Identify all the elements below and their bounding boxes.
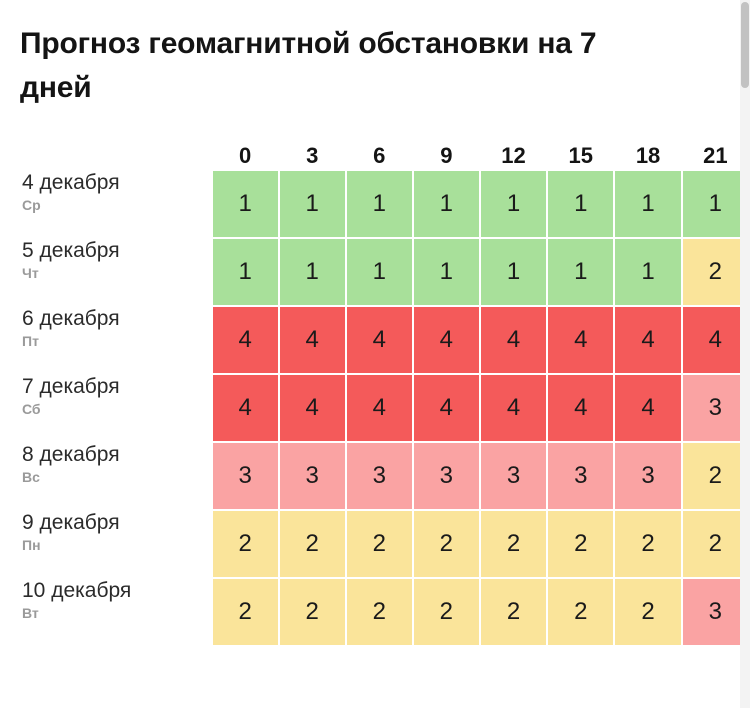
forecast-table-wrapper [0,137,750,647]
kp-cell: 4 [615,307,680,373]
page-scrollbar[interactable] [740,0,750,708]
table-row [22,171,748,237]
kp-index-table [20,137,750,647]
kp-cell: 4 [280,375,345,441]
kp-cell: 2 [615,579,680,645]
day-weekday-label: Ср [22,196,41,213]
day-weekday-label: Вт [22,604,39,621]
table-body [22,171,748,645]
kp-cell: 2 [280,511,345,577]
table-corner-cell [22,139,211,169]
day-label-cell [22,579,211,645]
kp-cell: 4 [414,375,479,441]
hour-header-9: 9 [440,143,453,168]
day-label-cell [22,239,211,305]
day-label-cell [22,171,211,237]
day-weekday-label: Сб [22,400,41,417]
kp-cell: 1 [213,239,278,305]
kp-cell: 3 [683,375,748,441]
hour-header-15: 15 [568,143,594,168]
kp-cell: 4 [280,307,345,373]
table-header-row [22,139,748,169]
kp-cell: 2 [683,443,748,509]
day-weekday-label: Чт [22,264,39,281]
kp-cell: 2 [280,579,345,645]
kp-cell: 2 [414,579,479,645]
hour-header-12: 12 [501,143,526,168]
table-row [22,307,748,373]
kp-cell: 4 [548,307,613,373]
hour-header-6: 6 [373,143,386,168]
kp-cell: 1 [683,171,748,237]
hour-header-0: 0 [238,143,252,168]
kp-cell: 2 [481,511,546,577]
kp-cell: 1 [347,171,412,237]
day-weekday-label: Пт [22,332,39,349]
kp-cell: 2 [683,511,748,577]
kp-cell: 1 [548,171,613,237]
scrollbar-thumb[interactable] [741,2,749,88]
table-row [22,443,748,509]
kp-cell: 2 [213,579,278,645]
kp-cell: 1 [481,171,546,237]
kp-cell: 1 [347,239,412,305]
kp-cell: 2 [347,511,412,577]
kp-cell: 2 [213,511,278,577]
kp-cell: 2 [414,511,479,577]
kp-cell: 1 [414,239,479,305]
kp-cell: 3 [615,443,680,509]
kp-cell: 1 [615,171,680,237]
kp-cell: 3 [414,443,479,509]
kp-cell: 2 [481,579,546,645]
day-date-label: 10 декабря [22,579,132,602]
kp-cell: 1 [414,171,479,237]
day-date-label: 4 декабря [22,171,120,194]
day-label-cell [22,511,211,577]
page-title: Прогноз геомагнитной обстановки на 7 дней [20,27,597,104]
kp-cell: 4 [481,375,546,441]
kp-cell: 4 [481,307,546,373]
hour-header-3: 3 [306,143,319,168]
hour-header-21: 21 [703,143,728,168]
day-label-cell [22,307,211,373]
kp-cell: 4 [414,307,479,373]
kp-cell: 2 [683,239,748,305]
day-date-label: 9 декабря [22,511,120,534]
kp-cell: 3 [683,579,748,645]
kp-cell: 4 [615,375,680,441]
kp-cell: 1 [548,239,613,305]
kp-cell: 3 [481,443,546,509]
kp-cell: 2 [615,511,680,577]
kp-cell: 1 [280,171,345,237]
table-row [22,239,748,305]
kp-cell: 2 [548,579,613,645]
kp-cell: 4 [213,375,278,441]
day-date-label: 7 декабря [22,375,120,398]
kp-cell: 3 [213,443,278,509]
kp-cell: 1 [481,239,546,305]
day-label-cell [22,443,211,509]
hour-header-18: 18 [635,143,661,168]
kp-cell: 4 [548,375,613,441]
kp-cell: 2 [548,511,613,577]
day-date-label: 8 декабря [22,443,120,466]
table-row [22,511,748,577]
kp-cell: 4 [347,307,412,373]
table-row [22,579,748,645]
day-date-label: 6 декабря [22,307,120,330]
kp-cell: 1 [280,239,345,305]
day-weekday-label: Вс [22,468,40,485]
kp-cell: 1 [213,171,278,237]
table-row [22,375,748,441]
day-label-cell [22,375,211,441]
kp-cell: 3 [548,443,613,509]
day-weekday-label: Пн [22,536,41,553]
kp-cell: 2 [347,579,412,645]
kp-cell: 3 [280,443,345,509]
kp-cell: 3 [347,443,412,509]
day-date-label: 5 декабря [22,239,120,262]
kp-cell: 4 [347,375,412,441]
kp-cell: 4 [213,307,278,373]
kp-cell: 4 [683,307,748,373]
kp-cell: 1 [615,239,680,305]
